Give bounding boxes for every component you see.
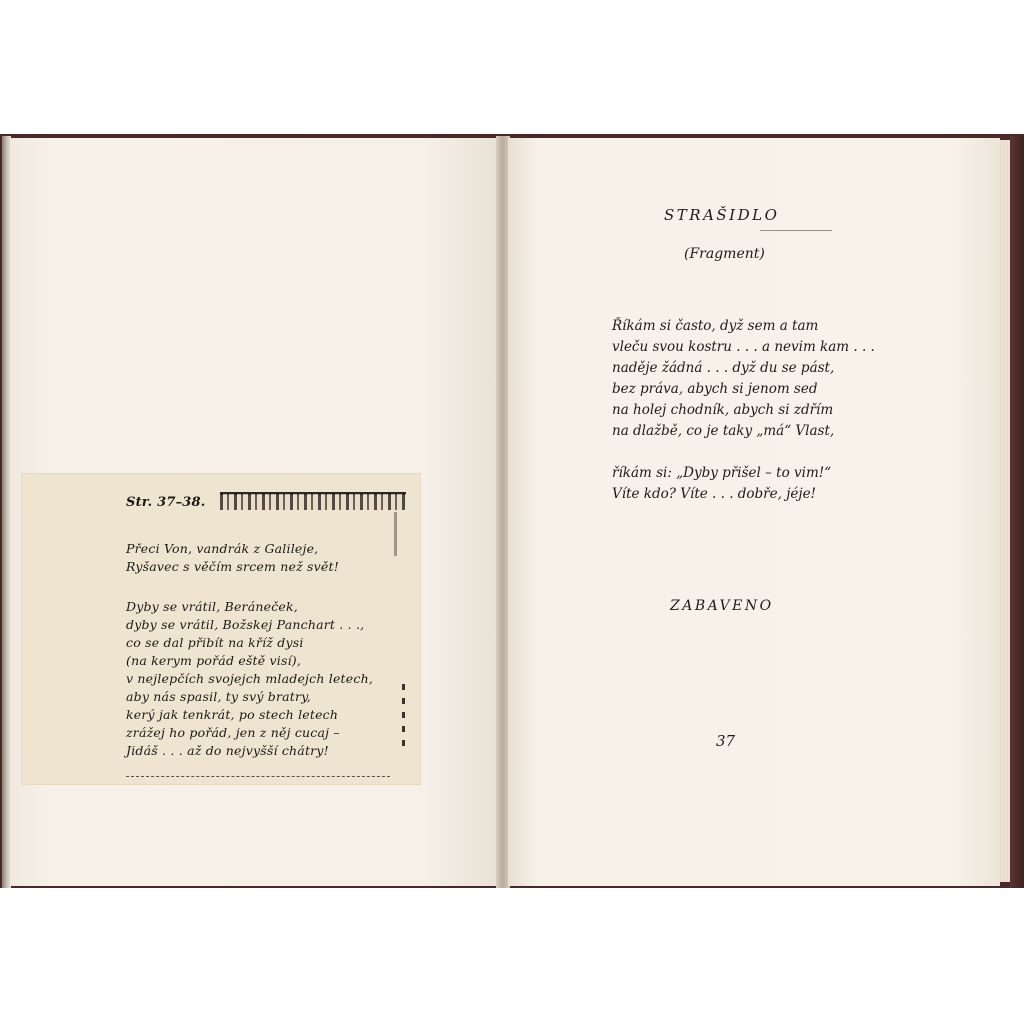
poem-line: vleču svou kostru . . . a nevim kam . . .	[612, 339, 875, 355]
clipping-line: Dyby se vrátil, Beráneček,	[126, 599, 298, 614]
clipping-margin-rule	[394, 512, 397, 556]
page-number: 37	[716, 732, 736, 750]
title-underline	[760, 230, 832, 231]
clipping-line: zrážej ho pořád, jen z něj cucaj –	[126, 725, 340, 740]
clipping-line: v nejlepčích svojejch mladejch letech,	[126, 671, 373, 686]
back-cover-edge	[1010, 136, 1024, 888]
right-page-edges	[998, 140, 1010, 882]
clipping-line: Přeci Von, vandrák z Galileje,	[126, 541, 319, 556]
clipping-ornament-bar	[220, 494, 406, 510]
clipping-line: Ryšavec s věčím srcem než svět!	[126, 559, 339, 574]
poem-line: říkám si: „Dyby přišel – to vim!“	[612, 465, 832, 481]
poem-line: Víte kdo? Víte . . . dobře, jéje!	[612, 486, 816, 502]
censored-mark: ZABAVENO	[670, 598, 774, 614]
clipping-line: kerý jak tenkrát, po stech letech	[126, 707, 339, 722]
poem-title: STRAŠIDLO	[664, 206, 780, 224]
clipping-page-reference: Str. 37–38.	[126, 495, 206, 510]
clipping-line: dyby se vrátil, Božskej Panchart . . .,	[126, 617, 365, 632]
poem-line: Říkám si často, dyž sem a tam	[612, 318, 819, 334]
clipping-line: Jidáš . . . až do nejvyšší chátry!	[126, 743, 329, 758]
poem-line: na holej chodník, abych si zdřím	[612, 402, 834, 418]
poem-line: bez práva, abych si jenom sed	[612, 381, 818, 397]
poem-line: naděje žádná . . . dyž du se pást,	[612, 360, 835, 376]
clipping-line: co se dal přibít na kříž dysi	[126, 635, 304, 650]
pasted-clipping	[22, 474, 420, 784]
poem-line: na dlažbě, co je taky „má“ Vlast,	[612, 423, 835, 439]
clipping-line: aby nás spasil, ty svý bratry,	[126, 689, 311, 704]
clipping-bottom-rule	[126, 776, 390, 778]
clipping-line: (na kerym pořád eště visí),	[126, 653, 302, 668]
clipping-side-marks	[402, 684, 405, 754]
poem-subtitle: (Fragment)	[684, 246, 765, 262]
